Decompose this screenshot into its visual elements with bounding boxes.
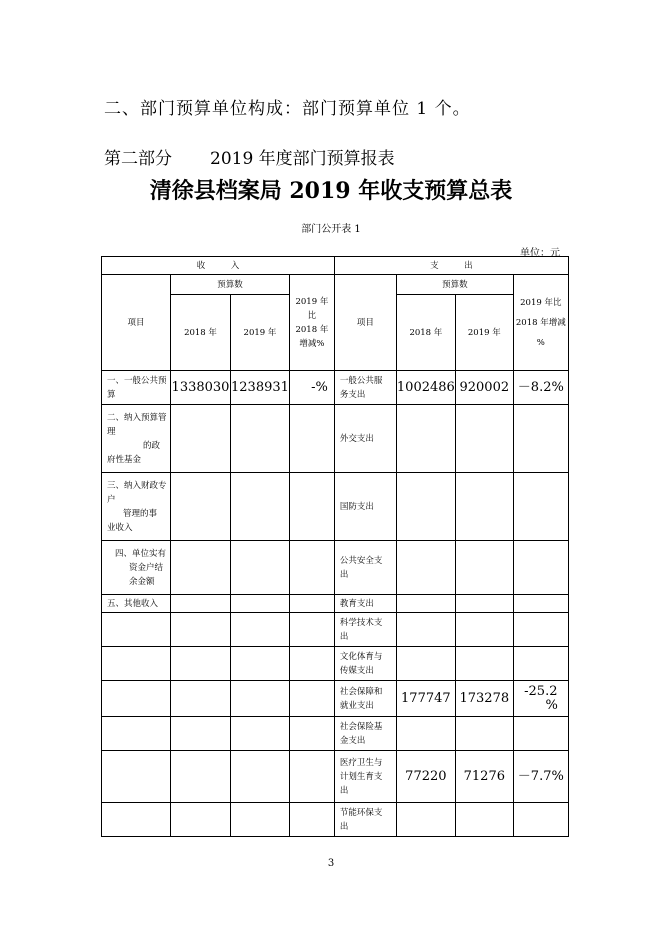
table-row (102, 647, 569, 681)
table-title: 清徐县档案局 2019 年收支预算总表 (149, 178, 513, 204)
expense-2018-value: 77220 (396, 751, 455, 803)
expense-item: 外交支出 (334, 405, 396, 473)
income-item: 一、一般公共预 算 (102, 371, 171, 405)
expense-change-value: -25.2 % (513, 681, 568, 717)
income-2019-header: 2019 年 (231, 295, 290, 371)
expense-item: 社会保障和 就业支出 (334, 681, 396, 717)
expense-2019-header: 2019 年 (455, 295, 513, 371)
income-2018-header: 2018 年 (171, 295, 231, 371)
expense-2018-value: 177747 (396, 681, 455, 717)
expense-2019-value: 173278 (455, 681, 513, 717)
table-row (102, 595, 569, 613)
table-row (102, 751, 569, 803)
income-change-value: -% (289, 371, 334, 405)
table-row (102, 681, 569, 717)
part-heading (104, 144, 395, 169)
unit-label: 单位：元 (520, 248, 560, 259)
expense-item: 节能环保支 出 (334, 803, 396, 837)
table-row (102, 803, 569, 837)
table-row (102, 371, 569, 405)
part-label: 第二部分 (104, 149, 172, 169)
expense-item: 文化体育与 传媒支出 (334, 647, 396, 681)
part-title: 2019 年度部门预算报表 (210, 149, 395, 169)
expense-item-header: 项目 (334, 275, 396, 371)
income-budget-header: 预算数 (171, 275, 290, 295)
expense-item: 医疗卫生与 计划生育支 出 (334, 751, 396, 803)
section-heading: 二、部门预算单位构成：部门预算单位 1 个。 (104, 99, 471, 119)
income-item: 五、其他收入 (102, 595, 171, 613)
expense-item: 国防支出 (334, 473, 396, 541)
expense-change-value: －8.2% (513, 371, 568, 405)
table-row (102, 717, 569, 751)
income-change-header: 2019 年 比 2018 年 增减% (289, 275, 334, 371)
expense-change-value: －7.7% (513, 751, 568, 803)
expense-item: 科学技术支 出 (334, 613, 396, 647)
expense-2018-header: 2018 年 (396, 295, 455, 371)
income-header: 收 入 (102, 257, 335, 275)
expense-2019-value: 920002 (455, 371, 513, 405)
expense-budget-header: 预算数 (396, 275, 513, 295)
table-row (102, 613, 569, 647)
table-row (102, 405, 569, 473)
income-item: 三、纳入财政专 户 管理的事 业收入 (102, 473, 171, 541)
table-row (102, 473, 569, 541)
table-row (102, 541, 569, 595)
expense-change-header: 2019 年比 2018 年增减 % (513, 275, 568, 371)
expense-item: 一般公共服 务支出 (334, 371, 396, 405)
income-item-header: 项目 (102, 275, 171, 371)
page-number: 3 (327, 858, 335, 869)
expense-item: 社会保险基 金支出 (334, 717, 396, 751)
income-2019-value: 1238931 (231, 371, 290, 405)
income-item: 二、纳入预算管 理 的政 府性基金 (102, 405, 171, 473)
expense-header: 支 出 (334, 257, 568, 275)
income-2018-value: 1338030 (171, 371, 231, 405)
expense-item: 公共安全支 出 (334, 541, 396, 595)
budget-table (101, 256, 569, 837)
income-item: 四、单位实有 资金户结 余金额 (102, 541, 171, 595)
table-subtitle: 部门公开表 1 (301, 224, 361, 235)
expense-2018-value: 1002486 (396, 371, 455, 405)
expense-item: 教育支出 (334, 595, 396, 613)
expense-2019-value: 71276 (455, 751, 513, 803)
